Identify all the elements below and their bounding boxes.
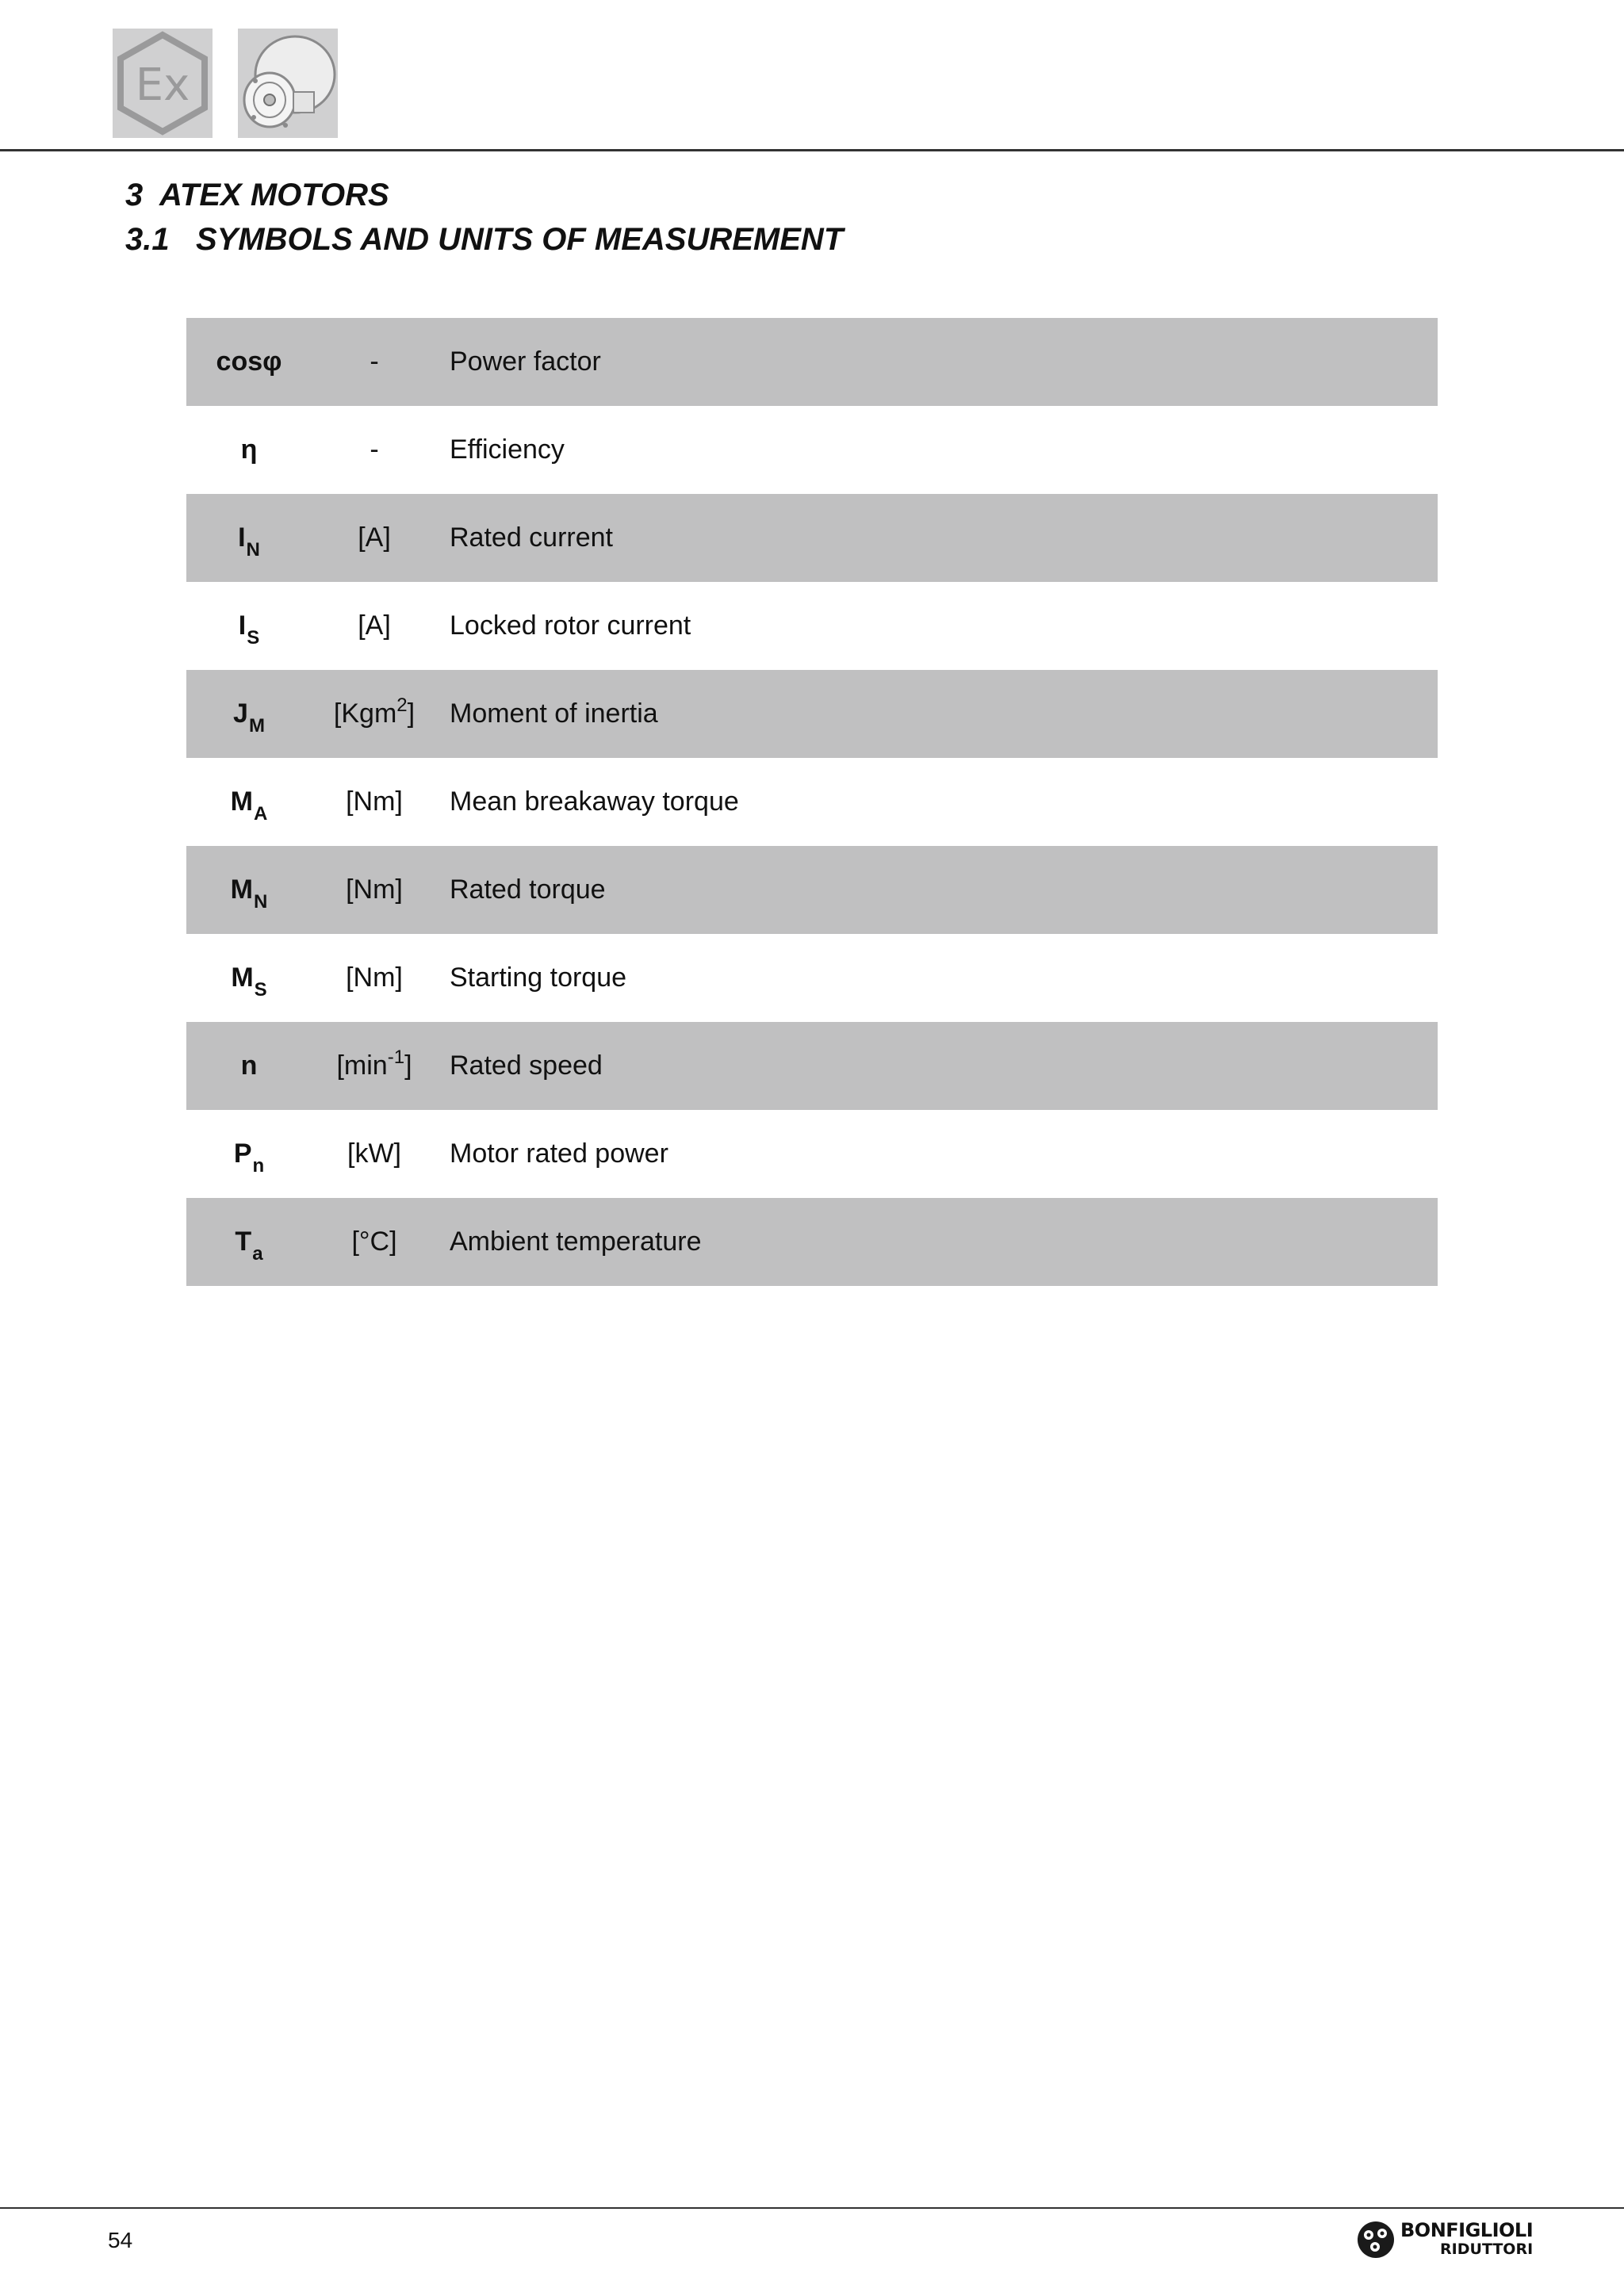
section-title: 3.1 SYMBOLS AND UNITS OF MEASUREMENT bbox=[125, 222, 844, 257]
symbol-cell bbox=[186, 934, 312, 1022]
symbol-text: M bbox=[230, 786, 253, 817]
symbols-table-body bbox=[186, 318, 1438, 1286]
description-cell: Motor rated power bbox=[450, 1138, 668, 1169]
unit-suffix: ] bbox=[407, 698, 416, 729]
unit-text: [Nm] bbox=[346, 962, 403, 993]
unit-text: [min bbox=[336, 1050, 388, 1081]
symbol-cell bbox=[186, 582, 312, 670]
symbol-text: M bbox=[230, 874, 253, 905]
description-cell: Ambient temperature bbox=[450, 1226, 702, 1257]
symbol-text: M bbox=[231, 962, 254, 993]
brand-name: BONFIGLIOLI bbox=[1400, 2219, 1534, 2241]
symbol-subscript: N bbox=[253, 891, 268, 913]
table-row bbox=[186, 846, 1438, 934]
table-row bbox=[186, 1022, 1438, 1110]
unit-cell bbox=[312, 582, 437, 670]
header-icons bbox=[113, 29, 338, 138]
unit-text: [Nm] bbox=[346, 874, 403, 905]
unit-cell bbox=[312, 758, 437, 846]
unit-text: [kW] bbox=[347, 1138, 401, 1169]
symbol-subscript: a bbox=[252, 1243, 263, 1265]
description-cell: Starting torque bbox=[450, 962, 627, 993]
unit-text: - bbox=[370, 434, 379, 465]
description-cell: Locked rotor current bbox=[450, 610, 691, 641]
symbol-cell bbox=[186, 670, 312, 758]
unit-cell bbox=[312, 1198, 437, 1286]
symbols-table bbox=[186, 318, 1438, 1286]
symbol-text: T bbox=[235, 1226, 252, 1257]
description-cell: Moment of inertia bbox=[450, 698, 658, 729]
symbol-text: cosφ bbox=[216, 346, 282, 377]
symbol-cell bbox=[186, 494, 312, 582]
symbol-cell bbox=[186, 1110, 312, 1198]
symbol-text: J bbox=[233, 698, 248, 729]
table-row bbox=[186, 934, 1438, 1022]
unit-cell bbox=[312, 1110, 437, 1198]
unit-text: [Nm] bbox=[346, 786, 403, 817]
unit-suffix: ] bbox=[404, 1050, 412, 1081]
symbol-cell bbox=[186, 406, 312, 494]
unit-cell bbox=[312, 934, 437, 1022]
unit-text: [A] bbox=[358, 522, 391, 553]
symbol-cell bbox=[186, 318, 312, 406]
title-block bbox=[125, 173, 843, 262]
description-cell: Efficiency bbox=[450, 434, 565, 465]
symbol-cell bbox=[186, 846, 312, 934]
header-rule bbox=[0, 149, 1624, 151]
description-cell: Mean breakaway torque bbox=[450, 786, 739, 817]
table-row bbox=[186, 1110, 1438, 1198]
unit-cell bbox=[312, 494, 437, 582]
table-row bbox=[186, 582, 1438, 670]
table-row bbox=[186, 758, 1438, 846]
unit-text: - bbox=[370, 346, 379, 377]
brand-gear-icon bbox=[1356, 2220, 1396, 2260]
symbol-subscript: S bbox=[247, 627, 260, 649]
symbol-cell bbox=[186, 758, 312, 846]
table-row bbox=[186, 318, 1438, 406]
unit-text: [Kgm bbox=[333, 698, 397, 729]
unit-cell bbox=[312, 846, 437, 934]
symbol-subscript: S bbox=[254, 979, 267, 1001]
table-row bbox=[186, 406, 1438, 494]
unit-superscript: 2 bbox=[396, 695, 408, 716]
page-number: 54 bbox=[108, 2228, 133, 2252]
unit-text: [A] bbox=[358, 610, 391, 641]
unit-cell bbox=[312, 670, 437, 758]
unit-cell bbox=[312, 318, 437, 406]
atex-ex-icon bbox=[113, 29, 213, 138]
symbol-text: P bbox=[233, 1138, 252, 1169]
svg-text:Ex: Ex bbox=[135, 59, 190, 111]
brand-sub: RIDUTTORI bbox=[1440, 2241, 1534, 2258]
motor-icon bbox=[238, 29, 338, 138]
unit-text: [°C] bbox=[351, 1226, 397, 1257]
table-row bbox=[186, 670, 1438, 758]
brand-logo bbox=[1356, 2220, 1533, 2260]
unit-cell bbox=[312, 1022, 437, 1110]
description-cell: Rated speed bbox=[450, 1050, 603, 1081]
table-row bbox=[186, 494, 1438, 582]
symbol-text: I bbox=[238, 610, 247, 641]
symbol-cell bbox=[186, 1022, 312, 1110]
description-cell: Rated torque bbox=[450, 874, 606, 905]
table-row bbox=[186, 1198, 1438, 1286]
symbol-cell bbox=[186, 1198, 312, 1286]
description-cell: Rated current bbox=[450, 522, 613, 553]
symbol-subscript: M bbox=[248, 715, 265, 737]
footer-rule bbox=[0, 2207, 1624, 2209]
chapter-title: 3 ATEX MOTORS bbox=[125, 178, 389, 212]
symbol-subscript: N bbox=[246, 539, 260, 561]
symbol-subscript: n bbox=[252, 1155, 265, 1177]
description-cell: Power factor bbox=[450, 346, 601, 377]
symbol-subscript: A bbox=[253, 803, 268, 825]
symbol-text: n bbox=[240, 1050, 258, 1081]
unit-superscript: -1 bbox=[387, 1047, 405, 1068]
symbol-text: η bbox=[240, 434, 258, 465]
unit-cell bbox=[312, 406, 437, 494]
symbol-text: I bbox=[238, 522, 246, 553]
